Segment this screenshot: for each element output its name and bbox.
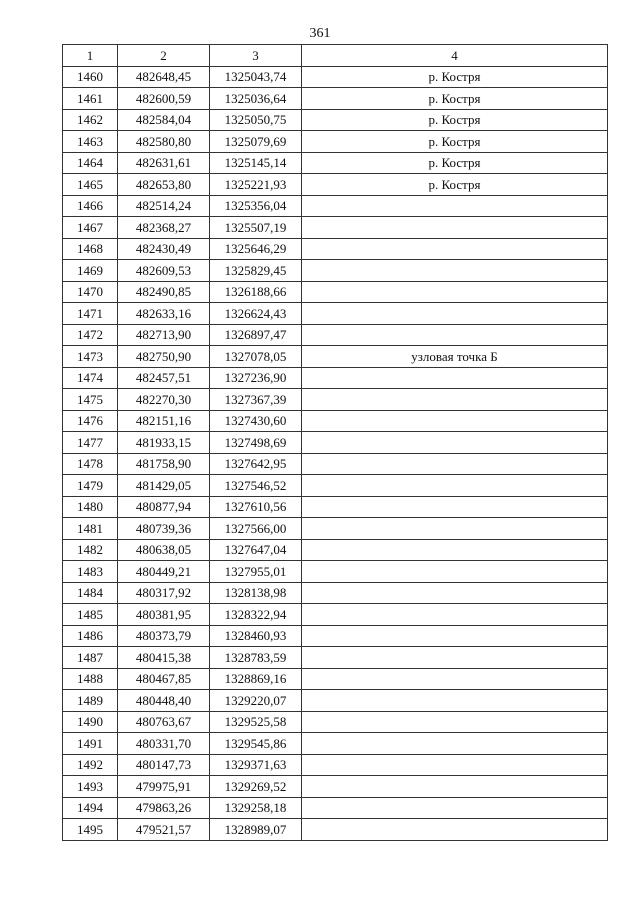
point-number-cell: 1490 xyxy=(63,711,118,733)
description-cell xyxy=(302,647,608,669)
description-cell: р. Костря xyxy=(302,131,608,153)
description-cell xyxy=(302,561,608,583)
point-number-cell: 1495 xyxy=(63,819,118,841)
x-coordinate-cell: 482648,45 xyxy=(118,66,210,88)
y-coordinate-cell: 1328322,94 xyxy=(210,604,302,626)
point-number-cell: 1464 xyxy=(63,152,118,174)
x-coordinate-cell: 480381,95 xyxy=(118,604,210,626)
table-row xyxy=(63,690,608,712)
table-row xyxy=(63,711,608,733)
point-number-cell: 1489 xyxy=(63,690,118,712)
table-row xyxy=(63,432,608,454)
y-coordinate-cell: 1329371,63 xyxy=(210,754,302,776)
y-coordinate-cell: 1325507,19 xyxy=(210,217,302,239)
point-number-cell: 1469 xyxy=(63,260,118,282)
x-coordinate-cell: 482653,80 xyxy=(118,174,210,196)
x-coordinate-cell: 482430,49 xyxy=(118,238,210,260)
point-number-cell: 1461 xyxy=(63,88,118,110)
description-cell xyxy=(302,518,608,540)
y-coordinate-cell: 1327546,52 xyxy=(210,475,302,497)
y-coordinate-cell: 1325079,69 xyxy=(210,131,302,153)
table-row xyxy=(63,410,608,432)
point-number-cell: 1480 xyxy=(63,496,118,518)
y-coordinate-cell: 1325036,64 xyxy=(210,88,302,110)
y-coordinate-cell: 1327566,00 xyxy=(210,518,302,540)
x-coordinate-cell: 480415,38 xyxy=(118,647,210,669)
table-row xyxy=(63,195,608,217)
point-number-cell: 1466 xyxy=(63,195,118,217)
table-row xyxy=(63,647,608,669)
description-cell xyxy=(302,238,608,260)
table-row xyxy=(63,776,608,798)
x-coordinate-cell: 482633,16 xyxy=(118,303,210,325)
y-coordinate-cell: 1325829,45 xyxy=(210,260,302,282)
y-coordinate-cell: 1328138,98 xyxy=(210,582,302,604)
description-cell xyxy=(302,389,608,411)
column-header-2: 2 xyxy=(118,45,210,67)
table-row xyxy=(63,217,608,239)
table-row xyxy=(63,475,608,497)
x-coordinate-cell: 482713,90 xyxy=(118,324,210,346)
y-coordinate-cell: 1327955,01 xyxy=(210,561,302,583)
point-number-cell: 1484 xyxy=(63,582,118,604)
y-coordinate-cell: 1325050,75 xyxy=(210,109,302,131)
point-number-cell: 1487 xyxy=(63,647,118,669)
y-coordinate-cell: 1325221,93 xyxy=(210,174,302,196)
description-cell xyxy=(302,453,608,475)
y-coordinate-cell: 1327236,90 xyxy=(210,367,302,389)
x-coordinate-cell: 481758,90 xyxy=(118,453,210,475)
table-row xyxy=(63,260,608,282)
x-coordinate-cell: 480877,94 xyxy=(118,496,210,518)
description-cell xyxy=(302,410,608,432)
y-coordinate-cell: 1326624,43 xyxy=(210,303,302,325)
y-coordinate-cell: 1327078,05 xyxy=(210,346,302,368)
column-header-3: 3 xyxy=(210,45,302,67)
point-number-cell: 1463 xyxy=(63,131,118,153)
point-number-cell: 1477 xyxy=(63,432,118,454)
table-row xyxy=(63,819,608,841)
table-row xyxy=(63,496,608,518)
table-header-row xyxy=(63,45,608,67)
description-cell xyxy=(302,776,608,798)
table-row xyxy=(63,453,608,475)
table-row xyxy=(63,346,608,368)
point-number-cell: 1470 xyxy=(63,281,118,303)
x-coordinate-cell: 480739,36 xyxy=(118,518,210,540)
point-number-cell: 1491 xyxy=(63,733,118,755)
y-coordinate-cell: 1329269,52 xyxy=(210,776,302,798)
description-cell xyxy=(302,754,608,776)
x-coordinate-cell: 480317,92 xyxy=(118,582,210,604)
description-cell xyxy=(302,625,608,647)
description-cell: р. Костря xyxy=(302,66,608,88)
description-cell xyxy=(302,539,608,561)
table-row xyxy=(63,131,608,153)
description-cell: р. Костря xyxy=(302,88,608,110)
table-body xyxy=(63,66,608,840)
description-cell: р. Костря xyxy=(302,152,608,174)
description-cell xyxy=(302,281,608,303)
x-coordinate-cell: 480331,70 xyxy=(118,733,210,755)
x-coordinate-cell: 482631,61 xyxy=(118,152,210,174)
y-coordinate-cell: 1328460,93 xyxy=(210,625,302,647)
point-number-cell: 1478 xyxy=(63,453,118,475)
point-number-cell: 1467 xyxy=(63,217,118,239)
description-cell xyxy=(302,690,608,712)
point-number-cell: 1472 xyxy=(63,324,118,346)
point-number-cell: 1488 xyxy=(63,668,118,690)
point-number-cell: 1475 xyxy=(63,389,118,411)
table-row xyxy=(63,539,608,561)
description-cell xyxy=(302,260,608,282)
description-cell xyxy=(302,797,608,819)
table-row xyxy=(63,604,608,626)
x-coordinate-cell: 482490,85 xyxy=(118,281,210,303)
description-cell xyxy=(302,711,608,733)
table-row xyxy=(63,66,608,88)
point-number-cell: 1474 xyxy=(63,367,118,389)
table-row xyxy=(63,518,608,540)
description-cell xyxy=(302,195,608,217)
x-coordinate-cell: 482600,59 xyxy=(118,88,210,110)
x-coordinate-cell: 480638,05 xyxy=(118,539,210,561)
table-row xyxy=(63,754,608,776)
table-row xyxy=(63,797,608,819)
description-cell xyxy=(302,367,608,389)
x-coordinate-cell: 482151,16 xyxy=(118,410,210,432)
coordinates-table xyxy=(62,44,608,841)
x-coordinate-cell: 482514,24 xyxy=(118,195,210,217)
table-row xyxy=(63,561,608,583)
x-coordinate-cell: 479975,91 xyxy=(118,776,210,798)
page-number: 361 xyxy=(309,26,331,41)
y-coordinate-cell: 1326897,47 xyxy=(210,324,302,346)
point-number-cell: 1494 xyxy=(63,797,118,819)
table-row xyxy=(63,281,608,303)
y-coordinate-cell: 1327647,04 xyxy=(210,539,302,561)
y-coordinate-cell: 1325356,04 xyxy=(210,195,302,217)
x-coordinate-cell: 482368,27 xyxy=(118,217,210,239)
point-number-cell: 1486 xyxy=(63,625,118,647)
description-cell: р. Костря xyxy=(302,109,608,131)
column-header-4: 4 xyxy=(302,45,608,67)
point-number-cell: 1471 xyxy=(63,303,118,325)
point-number-cell: 1492 xyxy=(63,754,118,776)
table-row xyxy=(63,367,608,389)
y-coordinate-cell: 1328989,07 xyxy=(210,819,302,841)
description-cell xyxy=(302,668,608,690)
description-cell xyxy=(302,303,608,325)
point-number-cell: 1462 xyxy=(63,109,118,131)
y-coordinate-cell: 1329525,58 xyxy=(210,711,302,733)
table-row xyxy=(63,88,608,110)
y-coordinate-cell: 1328869,16 xyxy=(210,668,302,690)
point-number-cell: 1481 xyxy=(63,518,118,540)
table-row xyxy=(63,152,608,174)
y-coordinate-cell: 1325646,29 xyxy=(210,238,302,260)
table-row xyxy=(63,109,608,131)
y-coordinate-cell: 1325145,14 xyxy=(210,152,302,174)
point-number-cell: 1468 xyxy=(63,238,118,260)
y-coordinate-cell: 1326188,66 xyxy=(210,281,302,303)
point-number-cell: 1473 xyxy=(63,346,118,368)
description-cell: р. Костря xyxy=(302,174,608,196)
description-cell xyxy=(302,733,608,755)
x-coordinate-cell: 480448,40 xyxy=(118,690,210,712)
y-coordinate-cell: 1328783,59 xyxy=(210,647,302,669)
description-cell xyxy=(302,604,608,626)
x-coordinate-cell: 482609,53 xyxy=(118,260,210,282)
x-coordinate-cell: 481933,15 xyxy=(118,432,210,454)
description-cell xyxy=(302,432,608,454)
x-coordinate-cell: 480467,85 xyxy=(118,668,210,690)
table-row xyxy=(63,668,608,690)
table-row xyxy=(63,238,608,260)
y-coordinate-cell: 1327610,56 xyxy=(210,496,302,518)
description-cell xyxy=(302,582,608,604)
table-row xyxy=(63,733,608,755)
x-coordinate-cell: 482750,90 xyxy=(118,346,210,368)
point-number-cell: 1465 xyxy=(63,174,118,196)
y-coordinate-cell: 1327430,60 xyxy=(210,410,302,432)
table-row xyxy=(63,324,608,346)
description-cell xyxy=(302,496,608,518)
description-cell: узловая точка Б xyxy=(302,346,608,368)
column-header-1: 1 xyxy=(63,45,118,67)
y-coordinate-cell: 1327367,39 xyxy=(210,389,302,411)
y-coordinate-cell: 1329258,18 xyxy=(210,797,302,819)
x-coordinate-cell: 480763,67 xyxy=(118,711,210,733)
point-number-cell: 1479 xyxy=(63,475,118,497)
description-cell xyxy=(302,475,608,497)
table-row xyxy=(63,389,608,411)
table-row xyxy=(63,174,608,196)
x-coordinate-cell: 482580,80 xyxy=(118,131,210,153)
x-coordinate-cell: 480373,79 xyxy=(118,625,210,647)
point-number-cell: 1483 xyxy=(63,561,118,583)
y-coordinate-cell: 1329220,07 xyxy=(210,690,302,712)
table-row xyxy=(63,303,608,325)
x-coordinate-cell: 481429,05 xyxy=(118,475,210,497)
description-cell xyxy=(302,324,608,346)
x-coordinate-cell: 482584,04 xyxy=(118,109,210,131)
x-coordinate-cell: 479863,26 xyxy=(118,797,210,819)
point-number-cell: 1485 xyxy=(63,604,118,626)
description-cell xyxy=(302,819,608,841)
y-coordinate-cell: 1327642,95 xyxy=(210,453,302,475)
table-row xyxy=(63,582,608,604)
x-coordinate-cell: 482270,30 xyxy=(118,389,210,411)
point-number-cell: 1493 xyxy=(63,776,118,798)
x-coordinate-cell: 480147,73 xyxy=(118,754,210,776)
point-number-cell: 1476 xyxy=(63,410,118,432)
y-coordinate-cell: 1329545,86 xyxy=(210,733,302,755)
x-coordinate-cell: 480449,21 xyxy=(118,561,210,583)
point-number-cell: 1482 xyxy=(63,539,118,561)
table-row xyxy=(63,625,608,647)
x-coordinate-cell: 482457,51 xyxy=(118,367,210,389)
y-coordinate-cell: 1325043,74 xyxy=(210,66,302,88)
point-number-cell: 1460 xyxy=(63,66,118,88)
description-cell xyxy=(302,217,608,239)
x-coordinate-cell: 479521,57 xyxy=(118,819,210,841)
y-coordinate-cell: 1327498,69 xyxy=(210,432,302,454)
